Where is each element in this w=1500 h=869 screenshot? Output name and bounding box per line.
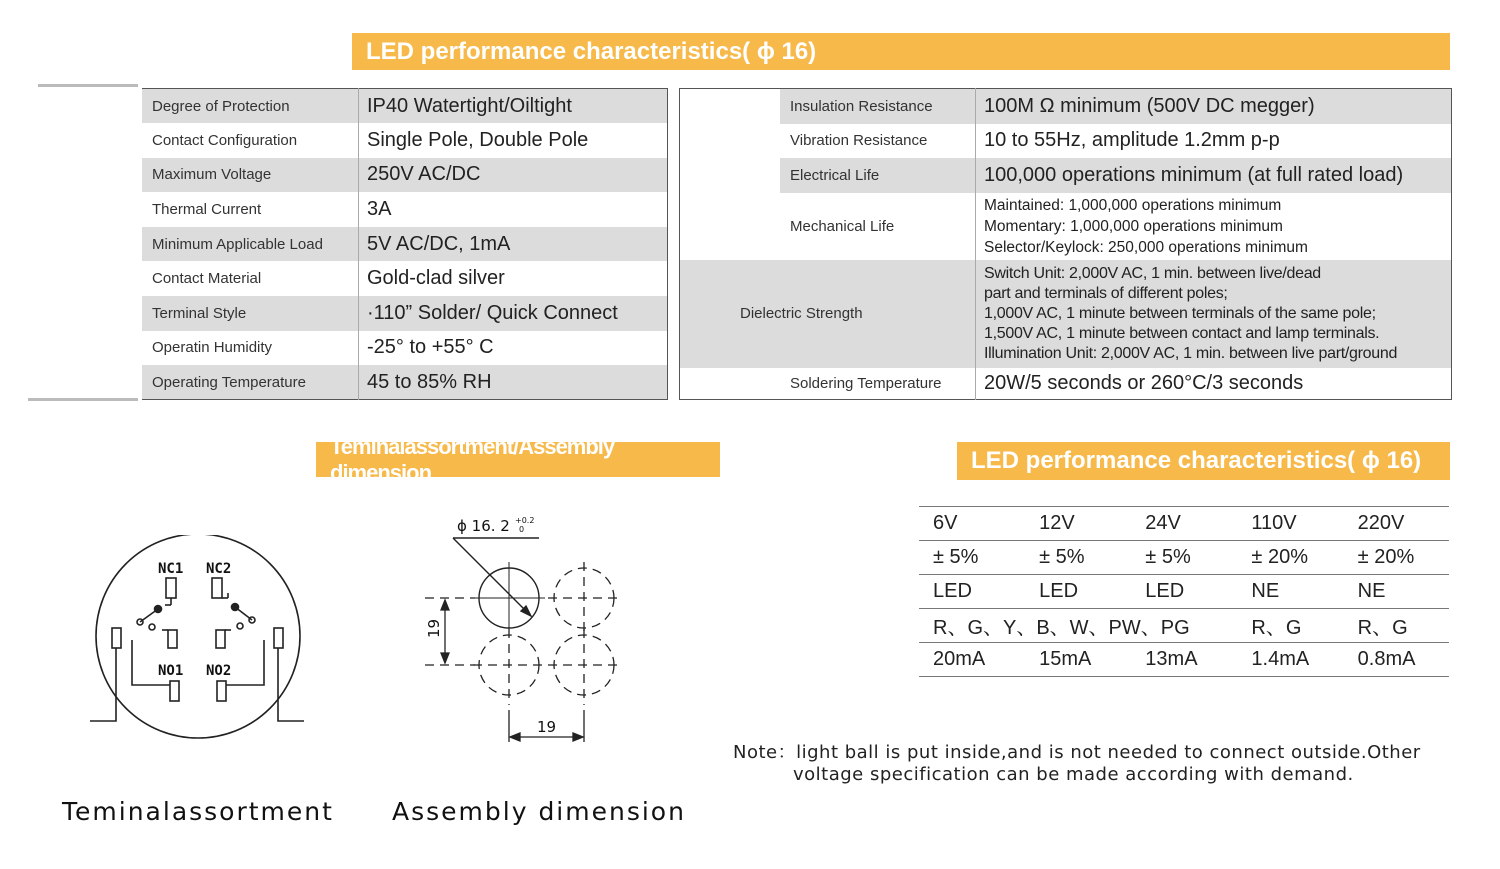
spec-label: Minimum Applicable Load [142, 227, 359, 262]
mechanical-line: Maintained: 1,000,000 operations minimum [984, 196, 1282, 214]
spec-row [142, 227, 668, 262]
left-deco-line-bottom [28, 398, 138, 401]
vertical-dimension: 19 [425, 618, 443, 638]
lamp-terminal-right [274, 628, 283, 648]
nc1-terminal [166, 578, 176, 598]
spec-value: 3A [367, 198, 392, 221]
assembly-caption: Assembly dimension [392, 797, 686, 826]
spec-row [142, 89, 668, 124]
spec-row [142, 365, 668, 400]
led-cell: LED [1131, 575, 1237, 609]
diameter-label: ϕ 16. 2 [457, 517, 510, 535]
spec-label: Thermal Current [142, 192, 359, 227]
mechanical-label: Mechanical Life [780, 193, 976, 260]
spec-value: ·110” Solder/ Quick Connect [359, 296, 668, 331]
tolerance-plus: +0.2 [515, 516, 535, 525]
spec-label: Degree of Protection [142, 89, 359, 124]
spec-label: Terminal Style [142, 296, 359, 331]
spec-row-insulation [680, 89, 1452, 124]
led-banner-title: LED performance characteristics( ϕ 16) [971, 447, 1422, 474]
spec-row [142, 296, 668, 331]
switch-body-circle [96, 535, 300, 738]
mechanical-value [976, 193, 1452, 260]
led-cell: ± 20% [1344, 541, 1449, 575]
nc2-terminal [212, 578, 222, 598]
assembly-dimension-diagram [415, 510, 645, 750]
electrical-value: 100,000 operations minimum (at full rated load) [976, 158, 1452, 193]
left-pivot-dot [155, 606, 162, 613]
spec-row-electrical [680, 158, 1452, 193]
led-cell: 12V [1025, 507, 1131, 541]
led-table-row [919, 609, 1449, 643]
vibration-label: Vibration Resistance [780, 124, 976, 158]
spec-row [142, 261, 668, 296]
spec-row-soldering [680, 368, 1452, 400]
terminal-caption: Teminalassortment [62, 797, 334, 826]
spec-value: 5V AC/DC, 1mA [359, 227, 668, 262]
spec-value: Gold-clad silver [367, 267, 505, 290]
spec-row-vibration [680, 124, 1452, 158]
led-cell: LED [1025, 575, 1131, 609]
nc1-label: NC1 [158, 561, 184, 577]
led-table-row [919, 643, 1449, 677]
spec-value: Single Pole, Double Pole [367, 128, 589, 151]
terminal-banner-title: Teminalassortment/Assembly dimension [330, 433, 615, 485]
led-cell: NE [1344, 575, 1449, 609]
spec-row [142, 331, 668, 366]
dielectric-line: 1,500V AC, 1 minute between contact and lamp terminals. [984, 324, 1380, 342]
top-banner-title: LED performance characteristics( ϕ 16) [366, 37, 817, 65]
led-cell: ± 20% [1237, 541, 1343, 575]
terminal-banner [316, 433, 720, 485]
dielectric-label: Dielectric Strength [680, 260, 976, 368]
led-cell: 15mA [1025, 643, 1131, 677]
vibration-value: 10 to 55Hz, amplitude 1.2mm p-p [984, 129, 1280, 151]
led-cell: 0.8mA [1344, 643, 1449, 677]
spec-row [142, 123, 668, 158]
insulation-value: 100M Ω minimum (500V DC megger) [976, 89, 1452, 124]
led-cell: 110V [1237, 507, 1343, 541]
tolerance-minus: 0 [519, 525, 525, 534]
led-banner [957, 442, 1450, 480]
lamp-terminal-left [112, 628, 121, 648]
led-cell: R、G [1344, 609, 1449, 643]
insulation-label: Insulation Resistance [780, 89, 976, 124]
led-cell: LED [919, 575, 1025, 609]
soldering-label: Soldering Temperature [680, 368, 976, 400]
spec-row [142, 158, 668, 193]
spec-row-mechanical [680, 193, 1452, 260]
led-cell: ± 5% [919, 541, 1025, 575]
led-cell: 6V [919, 507, 1025, 541]
spec-row [142, 192, 668, 227]
spec-value: 45 to 85% RH [359, 365, 668, 400]
led-cell: ± 5% [1025, 541, 1131, 575]
spec-label: Operatin Humidity [142, 331, 359, 366]
spec-value: IP40 Watertight/Oiltight [359, 89, 668, 124]
note-text [733, 742, 1421, 786]
led-table-row [919, 507, 1449, 541]
mechanical-line: Selector/Keylock: 250,000 operations minimum [984, 238, 1308, 256]
dielectric-line: Switch Unit: 2,000V AC, 1 min. between live/dead [984, 264, 1321, 282]
right-pivot-dot [232, 604, 239, 611]
no2-label: NO2 [206, 663, 232, 679]
no2-terminal [217, 681, 226, 701]
right-spec-table [679, 88, 1452, 400]
spec-label: Contact Configuration [142, 123, 359, 158]
led-table-row [919, 541, 1449, 575]
led-cell: 13mA [1131, 643, 1237, 677]
mechanical-line: Momentary: 1,000,000 operations minimum [984, 217, 1283, 235]
spec-label: Contact Material [142, 261, 359, 296]
left-deco-line-top [38, 84, 138, 87]
led-cell: 1.4mA [1237, 643, 1343, 677]
top-banner [352, 33, 1450, 70]
nc2-label: NC2 [206, 561, 232, 577]
horizontal-dimension: 19 [537, 718, 557, 736]
led-voltage-table [919, 506, 1449, 677]
soldering-value: 20W/5 seconds or 260°C/3 seconds [984, 371, 1304, 394]
no1-terminal [170, 681, 179, 701]
spec-label: Maximum Voltage [142, 158, 359, 193]
spec-label: Operating Temperature [142, 365, 359, 400]
led-cell: 220V [1344, 507, 1449, 541]
no1-label: NO1 [158, 663, 184, 679]
led-cell: NE [1237, 575, 1343, 609]
led-cell: R、G [1237, 609, 1343, 643]
spec-row-dielectric [680, 260, 1452, 368]
led-cell: R、G、Y、B、W、PW、PG [919, 609, 1237, 643]
led-cell: ± 5% [1131, 541, 1237, 575]
spec-value: 250V AC/DC [359, 158, 668, 193]
dielectric-value [976, 260, 1452, 368]
note-line-2: voltage specification can be made according with demand. [793, 764, 1354, 785]
led-cell: 24V [1131, 507, 1237, 541]
diameter-leader [453, 538, 531, 616]
spec-value: -25° to +55° C [367, 336, 494, 359]
electrical-label: Electrical Life [780, 158, 976, 193]
dielectric-line: part and terminals of different poles; [984, 284, 1228, 302]
dielectric-line: 1,000V AC, 1 minute between terminals of the same pole; [984, 304, 1376, 322]
left-spec-table [142, 88, 668, 400]
led-cell: 20mA [919, 643, 1025, 677]
terminal-assortment-diagram [80, 535, 320, 745]
dielectric-line: Illumination Unit: 2,000V AC, 1 min. between live part/ground [984, 344, 1398, 362]
led-table-row [919, 575, 1449, 609]
note-line-1: Note：light ball is put inside,and is not needed to connect outside.Other [733, 742, 1421, 763]
